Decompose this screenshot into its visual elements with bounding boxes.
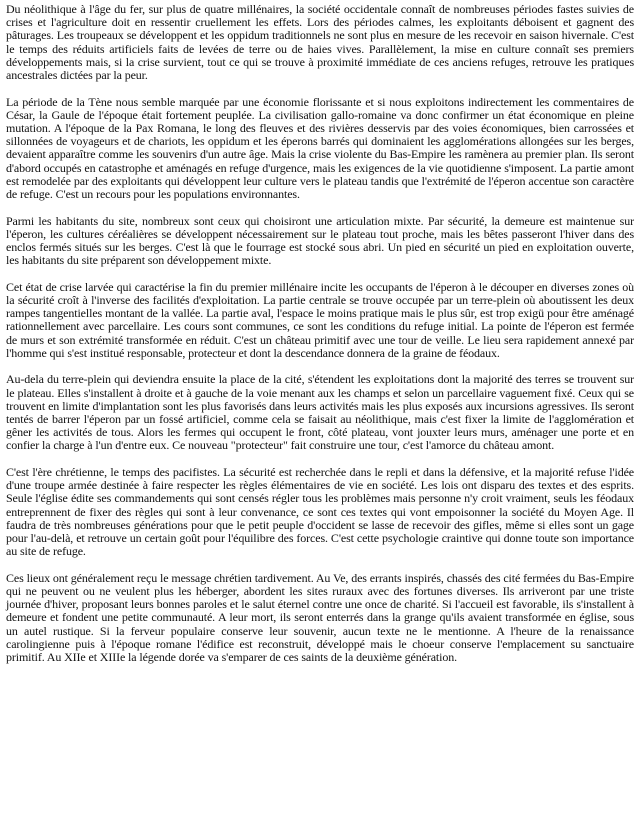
paragraph-message-chretien: Ces lieux ont généralement reçu le message chrétien tardivement. Au Ve, des errants inspirés, chassés des cité fermées du Bas-Empire qui ne peuvent ou ne veulent plus les héberger, abordent les sites ruraux avec des fortunes diverses. Ils arriveront par une triste journée d'hiver, proposant leurs bonnes paroles et le salut éternel contre une once de charité. Si l'accueil est favorable, ils s'installent à demeure et fondent une petite communauté. A leur mort, ils seront enterrés dans la grange qu'ils avaient transformée en église, sous un autel rustique. Si la ferveur populaire conserve leur souvenir, aucun texte ne le mentionne. A l'heure de la renaissance carolingienne puis à l'époque romane l'édifice est reconstruit, développé mais le choeur conserve l'emplacement su sanctuaire primitif. Au XIIe et XIIIe la légende dorée va s'emparer de ces saints de la deuxième génération.: [6, 570, 634, 665]
paragraph-habitants: Parmi les habitants du site, nombreux sont ceux qui choisiront une articulation mixte. Par sécurité, la demeure est maintenue sur l'éperon, les cultures céréalières se développent nécessairement sur le plateau tout proche, mais les bêtes passeront l'hiver dans des enclos fermés situés sur les berges. C'est là que le fourrage est stocké sous abri. Un pied en sécurité un pied en exploitation ouverte, les habitants du site préparent son développement mixte.: [6, 213, 634, 268]
paragraph-crise-larvee: Cet état de crise larvée qui caractérise la fin du premier millénaire incite les occupants de l'éperon à le découper en diverses zones où la sécurité croît à l'inverse des facilités d'exploitation. La partie centrale se trouve occupée par un terre-plein où aboutissent les deux rampes tangentielles montant de la vallée. La partie aval, l'espace le moins pratique mais le plus sûr, est trop exigü pour être aménagé rationnellement avec parcellaire. Les cours sont communes, ce sont les conditions du refuge initial. La pointe de l'éperon est fermée de murs et son extrémité transformée en réduit. C'est un château primitif avec une tour de veille. Le lieu sera rapidement annexé par l'homme qui s'est institué responsable, protecteur et dont la descendance donnera de la graine de féodaux.: [6, 279, 634, 360]
paragraph-neolithique: Du néolithique à l'âge du fer, sur plus de quatre millénaires, la société occidentale connaît de nombreuses périodes fastes suivies de crises et l'agriculture doit en ressentir cruellement les effets. Lors des périodes calmes, les exploitants déboisent et gagnent des pâturages. Les troupeaux se développent et les oppidum traditionnels ne sont plus en mesure de les recevoir en saison hivernale. C'est le temps des réduits artificiels faits de levées de terre ou de haies vives. Parallèlement, la mise en culture connaît ses premiers développements mais, si la crise survient, tout ce qui se trouve à proximité immédiate de ces anciens refuges, retrouve les pratiques ancestrales dictées par la peur.: [6, 2, 634, 83]
paragraph-terre-plein: Au-dela du terre-plein qui deviendra ensuite la place de la cité, s'étendent les exploitations dont la majorité des terres se trouvent sur le plateau. Elles s'installent à droite et à gauche de la voie menant aux les champs et selon un parcellaire vaguement fixé. Ceux qui se trouvent en limite d'implantation sont les plus favorisés dans leurs activités mais les plus exposés aux incursions agressives. Ils seront tentés de barrer l'éperon par un fossé artificiel, comme cela se faisait au néolithique, mais c'est fixer la limite de l'agglomération et gêner les activités de tous. Alors les fermes qui occupent le front, côté plateau, vont jouxter leurs murs, aménager une porte et en confier la charge à l'un d'entre eux. Ce nouveau "protecteur" fait construire une tour, c'est l'amorce du château amont.: [6, 372, 634, 453]
document-page: [6, 3, 634, 837]
paragraph-la-tene: La période de la Tène nous semble marquée par une économie florissante et si nous exploitons indirectement les commentaires de César, la Gaule de l'époque était fortement peuplée. La civilisation gallo-romaine va donc confirmer un état économique en pleine mutation. A l'époque de la Pax Romana, le long des fleuves et des rivières desservis par des voies économiques, bien carrossées et sillonnées de voyageurs et de chariots, les oppidum et les éperons barrés qui dominaient les agglomérations allongées sur les berges, devaient apparaître comme les souvenirs d'un autre âge. Mais la crise violente du Bas-Empire les ramènera au premier plan. Ils seront d'abord occupés en catastrophe et aménagés en refuge d'urgence, mais les exigences de la vie quotidienne s'imposent. La partie amont est remodelée par des exploitants qui développent leur culture vers le plateau tandis que l'extrémité de l'éperon accentue son caractère de refuge. C'est un recours pour les populations environnantes.: [6, 94, 634, 202]
paragraph-ere-chretienne: C'est l'ère chrétienne, le temps des pacifistes. La sécurité est recherchée dans le repli et dans la défensive, et la majorité refuse l'idée d'une troupe armée destinée à faire respecter les règles élémentaires de vie en société. Les lois ont disparu des textes et des esprits. Seule l'église édite ses commandements qui sont censés régler tous les problèmes mais personne n'y croit vraiment, seuls les féodaux entreprennent de fixer des règles qui sont à leur convenance, ce sont ces textes qui vont empoisonner la société du Moyen Age. Il faudra de très nombreuses générations pour que le petit peuple d'occident se lasse de recevoir des gifles, même si elles sont un gage pour l'au-delà, et retrouve un certain goût pour l'équilibre des forces. C'est cette psychologie craintive qui donne toute son importance au site de refuge.: [6, 465, 634, 559]
